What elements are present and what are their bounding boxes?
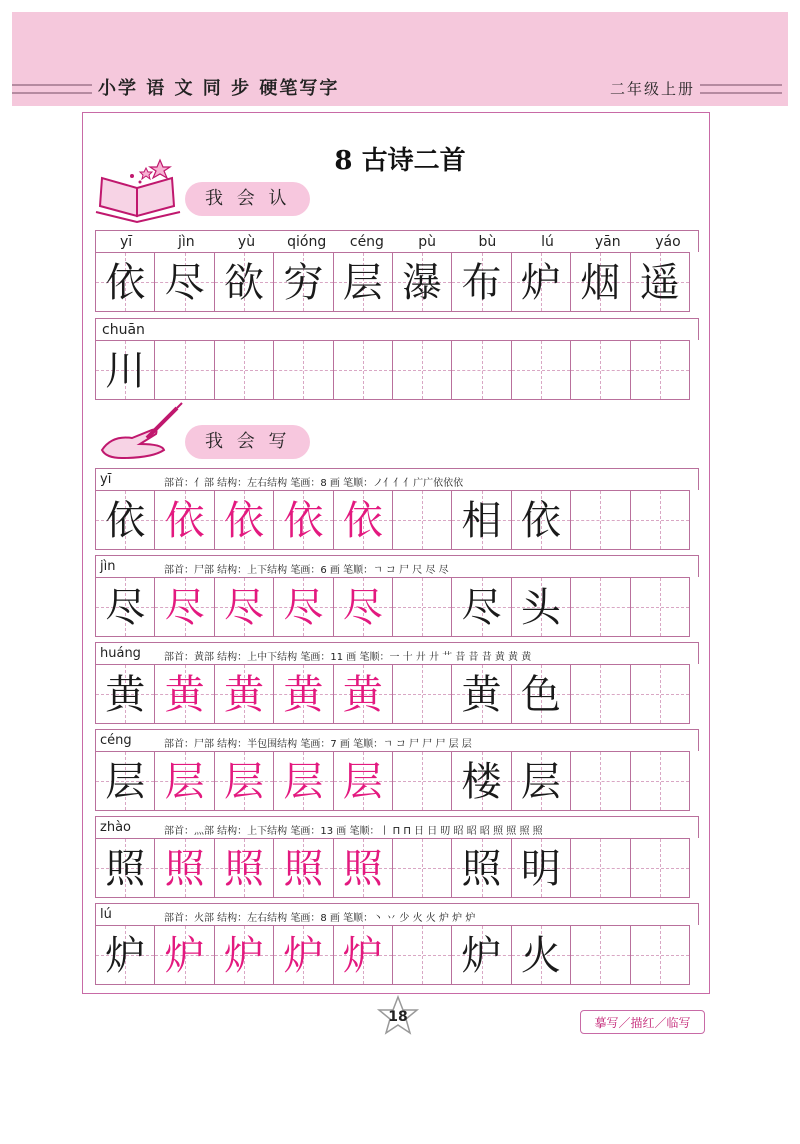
pinyin xyxy=(397,319,457,340)
character-info-row xyxy=(95,729,699,751)
grid-cell xyxy=(511,252,571,312)
model-character: 炉 xyxy=(105,933,146,979)
pinyin xyxy=(156,319,216,340)
pinyin: yī xyxy=(120,234,133,250)
model-character: 相 xyxy=(461,498,502,544)
grid-cell xyxy=(154,664,214,724)
trace-character: 层 xyxy=(342,759,383,805)
grid-cell xyxy=(154,925,214,985)
model-character xyxy=(631,926,689,984)
pinyin xyxy=(638,319,698,340)
pinyin: zhào xyxy=(100,820,131,835)
trace-character: 依 xyxy=(223,498,264,544)
trace-character: 尽 xyxy=(223,585,264,631)
grid-cell xyxy=(511,490,571,550)
grid-cell xyxy=(392,751,452,811)
grid-cell xyxy=(273,490,333,550)
grid-cell xyxy=(154,490,214,550)
grid-cell xyxy=(95,252,155,312)
grid-cell xyxy=(511,751,571,811)
model-character xyxy=(631,839,689,897)
trace-character: 黄 xyxy=(283,672,324,718)
trace-character: 炉 xyxy=(342,933,383,979)
trace-character: 黄 xyxy=(223,672,264,718)
grid-cell xyxy=(333,838,393,898)
model-character xyxy=(452,341,510,399)
grid-cell xyxy=(630,925,690,985)
grid-cell xyxy=(95,925,155,985)
grid-cell xyxy=(333,925,393,985)
grid-cell xyxy=(273,252,333,312)
grid-cell xyxy=(570,340,630,400)
grid-cell xyxy=(451,925,511,985)
model-character xyxy=(571,926,629,984)
model-character xyxy=(274,341,332,399)
grid-cell xyxy=(214,252,274,312)
practice-mode-label: 摹写／描红／临写 xyxy=(580,1010,705,1034)
grid-cell xyxy=(273,664,333,724)
model-character: 尽 xyxy=(164,260,205,306)
trace-character: 黄 xyxy=(164,672,205,718)
grid-cell xyxy=(154,751,214,811)
header-grade: 二年级上册 xyxy=(610,80,696,98)
model-character: 黄 xyxy=(461,672,502,718)
pinyin xyxy=(337,319,397,340)
grid-cell xyxy=(333,577,393,637)
grid-cell xyxy=(511,340,571,400)
pinyin: jìn xyxy=(100,559,116,574)
grid-cell xyxy=(333,252,393,312)
pinyin: yù xyxy=(237,234,256,250)
trace-character: 黄 xyxy=(342,672,383,718)
grid-cell xyxy=(214,751,274,811)
pinyin: céng xyxy=(100,733,132,748)
header-rule-left xyxy=(12,84,92,94)
model-character xyxy=(393,341,451,399)
pinyin: qióng xyxy=(287,234,327,250)
grid-cell xyxy=(570,751,630,811)
trace-character: 尽 xyxy=(342,585,383,631)
grid-cell xyxy=(333,664,393,724)
grid-cell xyxy=(630,577,690,637)
grid-cell xyxy=(95,838,155,898)
trace-character: 炉 xyxy=(223,933,264,979)
model-character xyxy=(393,926,451,984)
trace-character: 照 xyxy=(283,846,324,892)
pinyin: pù xyxy=(418,234,436,250)
model-character xyxy=(571,752,629,810)
grid-cell xyxy=(451,751,511,811)
model-character: 布 xyxy=(461,260,502,306)
grid-cell xyxy=(273,925,333,985)
pinyin xyxy=(277,319,337,340)
character-info-row xyxy=(95,816,699,838)
grid-cell xyxy=(273,577,333,637)
model-character: 明 xyxy=(520,846,561,892)
pinyin: céng xyxy=(349,234,384,250)
grid-cell xyxy=(451,340,511,400)
grid-cell xyxy=(95,664,155,724)
grid-cell xyxy=(273,340,333,400)
model-character xyxy=(512,341,570,399)
stroke-info: 部首：尸部 结构：半包围结构 笔画：7 画 笔顺：ㄱ コ 尸 尸 尸 层 层 xyxy=(164,739,472,750)
grid-cell xyxy=(95,751,155,811)
grid-cell xyxy=(392,925,452,985)
model-character: 依 xyxy=(520,498,561,544)
model-character: 层 xyxy=(105,759,146,805)
stroke-info: 部首：灬部 结构：上下结构 笔画：13 画 笔顺：丨 П Π 日 日 旫 昭 昭 昭 照 照 照 照 xyxy=(164,826,543,837)
model-character xyxy=(334,341,392,399)
model-character: 火 xyxy=(520,933,561,979)
model-character: 炉 xyxy=(520,260,561,306)
grid-cell xyxy=(273,838,333,898)
pinyin xyxy=(457,319,517,340)
model-character: 尽 xyxy=(105,585,146,631)
trace-character: 照 xyxy=(164,846,205,892)
trace-character: 尽 xyxy=(283,585,324,631)
grid-cell xyxy=(451,577,511,637)
model-character: 层 xyxy=(342,260,383,306)
pinyin-row xyxy=(95,318,699,340)
stroke-info: 部首：火部 结构：左右结构 笔画：8 画 笔顺：丶 丷 少 火 火 炉 炉 炉 xyxy=(164,913,476,924)
model-character xyxy=(631,578,689,636)
grid-cell xyxy=(392,577,452,637)
model-character xyxy=(155,341,213,399)
grid-cell xyxy=(214,577,274,637)
pinyin: chuān xyxy=(102,322,145,338)
pinyin-row xyxy=(95,230,699,252)
model-character: 照 xyxy=(461,846,502,892)
grid-cell xyxy=(570,838,630,898)
pinyin: yān xyxy=(594,234,621,250)
trace-character: 层 xyxy=(283,759,324,805)
grid-cell xyxy=(451,252,511,312)
grid-cell xyxy=(511,925,571,985)
grid-cell xyxy=(154,838,214,898)
pinyin: yáo xyxy=(655,234,681,250)
header-series-title: 小学 语 文 同 步 硬笔写字 xyxy=(98,78,340,99)
grid-cell xyxy=(273,751,333,811)
grid-cell xyxy=(154,340,214,400)
open-book-icon xyxy=(92,158,187,228)
grid-cell xyxy=(154,252,214,312)
grid-cell xyxy=(511,577,571,637)
grid-cell xyxy=(451,490,511,550)
grid-cell xyxy=(630,252,690,312)
page-number: 18 xyxy=(388,1009,408,1025)
grid-cell xyxy=(570,490,630,550)
trace-character: 依 xyxy=(164,498,205,544)
model-character: 依 xyxy=(105,260,146,306)
grid-cell xyxy=(95,340,155,400)
model-character: 瀑 xyxy=(402,260,443,306)
pinyin: lú xyxy=(541,234,554,250)
trace-character: 层 xyxy=(223,759,264,805)
grid-cell xyxy=(570,664,630,724)
trace-character: 照 xyxy=(223,846,264,892)
grid-cell xyxy=(630,490,690,550)
model-character xyxy=(571,578,629,636)
pinyin: huáng xyxy=(100,646,141,661)
character-info-row xyxy=(95,468,699,490)
character-info-row xyxy=(95,555,699,577)
model-character xyxy=(571,665,629,723)
grid-cell xyxy=(630,838,690,898)
pinyin: lú xyxy=(100,907,112,922)
pinyin xyxy=(216,319,276,340)
grid-cell xyxy=(570,252,630,312)
model-character: 黄 xyxy=(105,672,146,718)
grid-cell xyxy=(511,664,571,724)
pinyin: bù xyxy=(478,234,497,250)
grid-cell xyxy=(333,490,393,550)
grid-cell xyxy=(392,340,452,400)
model-character xyxy=(631,491,689,549)
lesson-title: 8 古诗二首 xyxy=(334,146,466,176)
model-character: 照 xyxy=(105,846,146,892)
model-character: 欲 xyxy=(223,260,264,306)
stroke-info: 部首：亻部 结构：左右结构 笔画：8 画 笔顺：ノ亻亻亻广广依依依 xyxy=(164,478,464,489)
grid-cell xyxy=(214,925,274,985)
model-character xyxy=(393,491,451,549)
pinyin xyxy=(578,319,638,340)
grid-cell xyxy=(214,838,274,898)
model-character xyxy=(393,752,451,810)
trace-character: 炉 xyxy=(283,933,324,979)
model-character xyxy=(393,578,451,636)
grid-cell xyxy=(630,340,690,400)
model-character xyxy=(571,491,629,549)
model-character: 穷 xyxy=(283,260,324,306)
grid-cell xyxy=(95,490,155,550)
grid-cell xyxy=(333,751,393,811)
section-label-read: 我 会 认 xyxy=(185,182,310,216)
trace-character: 依 xyxy=(283,498,324,544)
grid-cell xyxy=(392,838,452,898)
trace-character: 照 xyxy=(342,846,383,892)
model-character: 川 xyxy=(105,348,146,394)
model-character xyxy=(631,752,689,810)
model-character: 烟 xyxy=(580,260,621,306)
character-info-row xyxy=(95,903,699,925)
model-character xyxy=(571,839,629,897)
pinyin xyxy=(517,319,577,340)
grid-cell xyxy=(511,838,571,898)
grid-cell xyxy=(154,577,214,637)
character-info-row xyxy=(95,642,699,664)
header-rule-right xyxy=(700,84,782,94)
model-character xyxy=(393,839,451,897)
pinyin: yī xyxy=(100,472,112,487)
model-character xyxy=(571,341,629,399)
grid-cell xyxy=(214,340,274,400)
trace-character: 尽 xyxy=(164,585,205,631)
trace-character: 层 xyxy=(164,759,205,805)
model-character: 色 xyxy=(520,672,561,718)
grid-cell xyxy=(570,577,630,637)
stroke-info: 部首：黄部 结构：上中下结构 笔画：11 画 笔顺：一 十 廾 廾 艹 昔 昔 昔 黄 黄 黄 xyxy=(164,652,532,663)
model-character: 炉 xyxy=(461,933,502,979)
model-character xyxy=(215,341,273,399)
grid-cell xyxy=(451,664,511,724)
grid-cell xyxy=(333,340,393,400)
model-character: 遥 xyxy=(639,260,680,306)
trace-character: 炉 xyxy=(164,933,205,979)
model-character xyxy=(393,665,451,723)
grid-cell xyxy=(392,490,452,550)
stroke-info: 部首：尸部 结构：上下结构 笔画：6 画 笔顺：ㄱ コ 尸 尺 尽 尽 xyxy=(164,565,449,576)
model-character xyxy=(631,665,689,723)
grid-cell xyxy=(392,252,452,312)
grid-cell xyxy=(392,664,452,724)
grid-cell xyxy=(214,490,274,550)
model-character xyxy=(631,341,689,399)
model-character: 层 xyxy=(520,759,561,805)
grid-cell xyxy=(95,577,155,637)
model-character: 依 xyxy=(105,498,146,544)
pinyin: jìn xyxy=(177,234,195,250)
trace-character: 依 xyxy=(342,498,383,544)
writing-hand-icon xyxy=(92,400,187,465)
model-character: 头 xyxy=(520,585,561,631)
section-label-write: 我 会 写 xyxy=(185,425,310,459)
grid-cell xyxy=(630,751,690,811)
grid-cell xyxy=(630,664,690,724)
grid-cell xyxy=(214,664,274,724)
grid-cell xyxy=(451,838,511,898)
model-character: 楼 xyxy=(461,759,502,805)
model-character: 尽 xyxy=(461,585,502,631)
grid-cell xyxy=(570,925,630,985)
